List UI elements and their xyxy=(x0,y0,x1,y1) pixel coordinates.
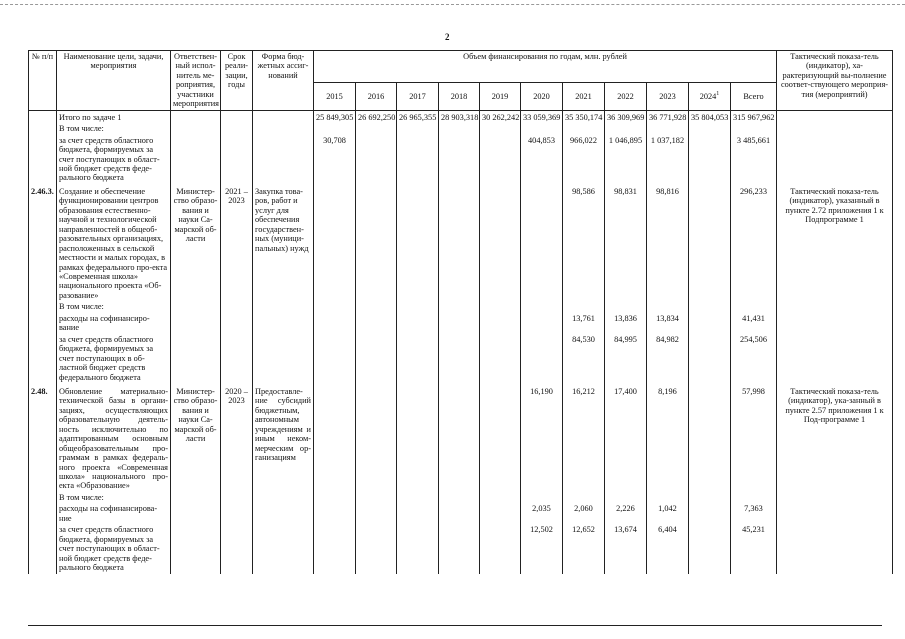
row-name: Итого по задаче 1 xyxy=(57,110,171,123)
table-row xyxy=(29,383,893,492)
value-cell: 2,060 xyxy=(563,503,605,524)
table-row xyxy=(29,503,893,524)
value-cell xyxy=(397,135,439,184)
value-cell xyxy=(689,301,731,312)
value-cell: 16,190 xyxy=(521,383,563,492)
value-cell: 12,502 xyxy=(521,524,563,573)
row-name: В том числе: xyxy=(57,123,171,134)
row-responsible xyxy=(171,503,221,524)
value-cell: 12,652 xyxy=(563,524,605,573)
value-cell: 17,400 xyxy=(605,383,647,492)
value-cell: 98,816 xyxy=(647,184,689,301)
table-row xyxy=(29,524,893,573)
value-cell xyxy=(397,383,439,492)
value-cell xyxy=(356,503,397,524)
value-cell xyxy=(480,301,521,312)
row-name: В том числе: xyxy=(57,492,171,503)
row-form xyxy=(253,313,314,334)
value-cell xyxy=(689,383,731,492)
value-cell: 84,982 xyxy=(647,334,689,383)
value-cell xyxy=(480,334,521,383)
row-indicator xyxy=(777,135,893,184)
row-indicator xyxy=(777,503,893,524)
value-cell xyxy=(521,301,563,312)
row-indicator xyxy=(777,492,893,503)
row-term xyxy=(221,524,253,573)
total-cell: 57,998 xyxy=(731,383,777,492)
header-responsible: Ответствен-ный испол-нитель ме-роприятия, участники мероприятия xyxy=(171,51,221,111)
header-year: 2022 xyxy=(605,82,647,110)
row-responsible xyxy=(171,135,221,184)
value-cell xyxy=(480,503,521,524)
value-cell xyxy=(439,135,480,184)
value-cell xyxy=(439,383,480,492)
value-cell xyxy=(314,492,356,503)
value-cell xyxy=(480,524,521,573)
value-cell xyxy=(356,492,397,503)
header-no: № п/п xyxy=(29,51,57,111)
total-cell: 45,231 xyxy=(731,524,777,573)
value-cell xyxy=(439,524,480,573)
row-term xyxy=(221,123,253,134)
value-cell xyxy=(314,123,356,134)
row-number xyxy=(29,313,57,334)
value-cell xyxy=(397,334,439,383)
row-term xyxy=(221,503,253,524)
row-name: за счет средств областного бюджета, формируемых за счет поступающих в област-ной бюджет средств феде-рального бюджета xyxy=(57,135,171,184)
row-indicator xyxy=(777,123,893,134)
value-cell: 6,404 xyxy=(647,524,689,573)
value-cell xyxy=(480,383,521,492)
value-cell xyxy=(689,313,731,334)
value-cell xyxy=(356,383,397,492)
row-form: Предоставле-ние субсидий бюджетным, автономным учреждениям и иным неком-мерческим ор-ганизациям xyxy=(253,383,314,492)
value-cell: 16,212 xyxy=(563,383,605,492)
row-form xyxy=(253,334,314,383)
row-term xyxy=(221,492,253,503)
row-indicator xyxy=(777,301,893,312)
value-cell xyxy=(480,492,521,503)
row-indicator xyxy=(777,334,893,383)
row-indicator xyxy=(777,313,893,334)
total-cell xyxy=(731,301,777,312)
total-cell xyxy=(731,492,777,503)
total-cell xyxy=(731,123,777,134)
value-cell: 28 903,318 xyxy=(439,110,480,123)
value-cell: 13,834 xyxy=(647,313,689,334)
value-cell xyxy=(439,492,480,503)
value-cell xyxy=(314,524,356,573)
value-cell xyxy=(439,184,480,301)
row-form xyxy=(253,301,314,312)
row-term: 2021 – 2023 xyxy=(221,184,253,301)
header-indicator: Тактический показа-тель (индикатор), ха-рактеризующий вы-полнение соответ-ствующего мероприя-тия (мероприятий) xyxy=(777,51,893,111)
value-cell xyxy=(439,334,480,383)
row-form xyxy=(253,524,314,573)
row-number xyxy=(29,492,57,503)
table-row xyxy=(29,492,893,503)
value-cell xyxy=(397,313,439,334)
row-responsible xyxy=(171,334,221,383)
row-term xyxy=(221,301,253,312)
row-indicator xyxy=(777,524,893,573)
value-cell xyxy=(647,123,689,134)
total-cell: 7,363 xyxy=(731,503,777,524)
row-responsible: Министер-ство образо-вания и науки Са-марской об-ласти xyxy=(171,184,221,301)
row-term xyxy=(221,313,253,334)
value-cell xyxy=(521,492,563,503)
row-term xyxy=(221,110,253,123)
value-cell xyxy=(689,184,731,301)
row-responsible xyxy=(171,301,221,312)
value-cell xyxy=(356,184,397,301)
value-cell xyxy=(689,135,731,184)
header-year: 2016 xyxy=(356,82,397,110)
total-cell: 41,431 xyxy=(731,313,777,334)
table-bottom-line xyxy=(28,625,882,626)
header-name: Наименование цели, задачи, мероприятия xyxy=(57,51,171,111)
value-cell xyxy=(314,184,356,301)
value-cell xyxy=(356,123,397,134)
table-header xyxy=(29,51,893,111)
value-cell: 8,196 xyxy=(647,383,689,492)
value-cell xyxy=(689,492,731,503)
value-cell: 35 804,053 xyxy=(689,110,731,123)
row-number xyxy=(29,334,57,383)
row-number: 2.48. xyxy=(29,383,57,492)
value-cell xyxy=(397,503,439,524)
value-cell xyxy=(521,123,563,134)
total-cell: 3 485,661 xyxy=(731,135,777,184)
row-name: за счет средств областного бюджета, формируемых за счет поступающих в об-ластной бюджет средств федерального бюджета xyxy=(57,334,171,383)
value-cell xyxy=(605,301,647,312)
value-cell xyxy=(439,301,480,312)
value-cell: 1 037,182 xyxy=(647,135,689,184)
footnote-mark: 1 xyxy=(716,91,720,98)
value-cell xyxy=(439,313,480,334)
value-cell xyxy=(563,301,605,312)
value-cell xyxy=(563,492,605,503)
total-cell: 315 967,962 xyxy=(731,110,777,123)
value-cell: 13,674 xyxy=(605,524,647,573)
value-cell xyxy=(521,313,563,334)
row-responsible xyxy=(171,313,221,334)
value-cell: 30,708 xyxy=(314,135,356,184)
value-cell xyxy=(647,301,689,312)
row-responsible: Министер-ство образо-вания и науки Са-марской об-ласти xyxy=(171,383,221,492)
value-cell: 26 965,355 xyxy=(397,110,439,123)
value-cell xyxy=(397,524,439,573)
row-term: 2020 – 2023 xyxy=(221,383,253,492)
value-cell: 13,836 xyxy=(605,313,647,334)
value-cell: 33 059,369 xyxy=(521,110,563,123)
value-cell xyxy=(356,313,397,334)
value-cell: 26 692,250 xyxy=(356,110,397,123)
row-term xyxy=(221,135,253,184)
row-indicator xyxy=(777,110,893,123)
row-form: Закупка това-ров, работ и услуг для обеспечения государствен-ных (муници-пальных) нужд xyxy=(253,184,314,301)
value-cell: 2,035 xyxy=(521,503,563,524)
value-cell xyxy=(439,123,480,134)
header-year: 2020 xyxy=(521,82,563,110)
row-responsible xyxy=(171,110,221,123)
header-total: Всего xyxy=(731,82,777,110)
value-cell xyxy=(605,492,647,503)
value-cell xyxy=(314,313,356,334)
value-cell xyxy=(314,383,356,492)
value-cell: 98,586 xyxy=(563,184,605,301)
value-cell xyxy=(521,334,563,383)
value-cell xyxy=(689,524,731,573)
row-indicator: Тактический показа-тель (индикатор), указанный в пункте 2.72 приложения 1 к Подпрограмме 1 xyxy=(777,184,893,301)
row-form xyxy=(253,503,314,524)
table-row xyxy=(29,313,893,334)
value-cell xyxy=(689,334,731,383)
value-cell xyxy=(397,123,439,134)
value-cell: 25 849,305 xyxy=(314,110,356,123)
value-cell: 35 350,174 xyxy=(563,110,605,123)
table-row xyxy=(29,123,893,134)
row-number: 2.46.3. xyxy=(29,184,57,301)
top-edge-line xyxy=(0,4,905,5)
total-cell: 254,506 xyxy=(731,334,777,383)
value-cell xyxy=(647,492,689,503)
value-cell xyxy=(314,334,356,383)
header-financing: Объем финансирования по годам, млн. рублей xyxy=(314,51,777,83)
value-cell: 966,022 xyxy=(563,135,605,184)
row-indicator: Тактический показа-тель (индикатор), ука-занный в пункте 2.57 приложения 1 к Под-программе 1 xyxy=(777,383,893,492)
row-responsible xyxy=(171,524,221,573)
header-year: 2018 xyxy=(439,82,480,110)
header-year: 2021 xyxy=(563,82,605,110)
row-number xyxy=(29,503,57,524)
value-cell xyxy=(356,301,397,312)
value-cell: 84,995 xyxy=(605,334,647,383)
value-cell xyxy=(314,301,356,312)
row-name: расходы на софинансиро-вание xyxy=(57,313,171,334)
header-year: 2023 xyxy=(647,82,689,110)
value-cell: 98,831 xyxy=(605,184,647,301)
value-cell xyxy=(689,123,731,134)
table-row xyxy=(29,184,893,301)
value-cell xyxy=(314,503,356,524)
row-form xyxy=(253,123,314,134)
header-form: Форма бюд-жетных ассиг-нований xyxy=(253,51,314,111)
row-name: Создание и обеспечение функционировании центров образования естественно-научной и технологической направленностей в общеоб-разовательных организациях, расположенных в сельской местности и малых городах, в рамках федерального про-екта «Современная школа» национального проекта «Об-разование» xyxy=(57,184,171,301)
row-number xyxy=(29,301,57,312)
header-year-label: 2024 xyxy=(699,91,717,101)
header-year: 2017 xyxy=(397,82,439,110)
header-year: 2019 xyxy=(480,82,521,110)
row-form xyxy=(253,110,314,123)
value-cell: 30 262,242 xyxy=(480,110,521,123)
value-cell xyxy=(521,184,563,301)
table-row xyxy=(29,110,893,123)
row-number xyxy=(29,123,57,134)
value-cell xyxy=(397,492,439,503)
value-cell: 404,853 xyxy=(521,135,563,184)
row-responsible xyxy=(171,492,221,503)
row-name: расходы на софинансирова-ние xyxy=(57,503,171,524)
row-number xyxy=(29,135,57,184)
value-cell: 1,042 xyxy=(647,503,689,524)
table-body xyxy=(29,110,893,573)
value-cell: 36 771,928 xyxy=(647,110,689,123)
value-cell: 36 309,969 xyxy=(605,110,647,123)
value-cell xyxy=(480,184,521,301)
value-cell: 84,530 xyxy=(563,334,605,383)
value-cell: 1 046,895 xyxy=(605,135,647,184)
header-year-2024 xyxy=(689,82,731,110)
value-cell xyxy=(563,123,605,134)
value-cell xyxy=(356,135,397,184)
value-cell: 13,761 xyxy=(563,313,605,334)
value-cell xyxy=(397,184,439,301)
row-number xyxy=(29,110,57,123)
header-term: Срок реали-зации, годы xyxy=(221,51,253,111)
table-row xyxy=(29,301,893,312)
row-form xyxy=(253,492,314,503)
value-cell xyxy=(397,301,439,312)
row-name: за счет средств областного бюджета, формируемых за счет поступающих в област-ной бюджет средств феде-рального бюджета xyxy=(57,524,171,573)
row-form xyxy=(253,135,314,184)
value-cell xyxy=(439,503,480,524)
value-cell xyxy=(605,123,647,134)
value-cell xyxy=(480,123,521,134)
value-cell xyxy=(480,313,521,334)
value-cell xyxy=(689,503,731,524)
value-cell xyxy=(480,135,521,184)
value-cell: 2,226 xyxy=(605,503,647,524)
row-number xyxy=(29,524,57,573)
row-name: В том числе: xyxy=(57,301,171,312)
table-row xyxy=(29,135,893,184)
value-cell xyxy=(356,334,397,383)
row-term xyxy=(221,334,253,383)
row-responsible xyxy=(171,123,221,134)
page-number: 2 xyxy=(445,32,450,42)
header-year: 2015 xyxy=(314,82,356,110)
table-row xyxy=(29,334,893,383)
row-name: Обновление материально-технической базы в органи-зациях, осуществляющих образовательную деятель-ность исключительно по адаптированным основным общеобразовательным про-граммам в рамках федераль-ного проекта «Современная школа» национального про-екта «Образование» xyxy=(57,383,171,492)
financing-table xyxy=(28,50,893,574)
total-cell: 296,233 xyxy=(731,184,777,301)
value-cell xyxy=(356,524,397,573)
